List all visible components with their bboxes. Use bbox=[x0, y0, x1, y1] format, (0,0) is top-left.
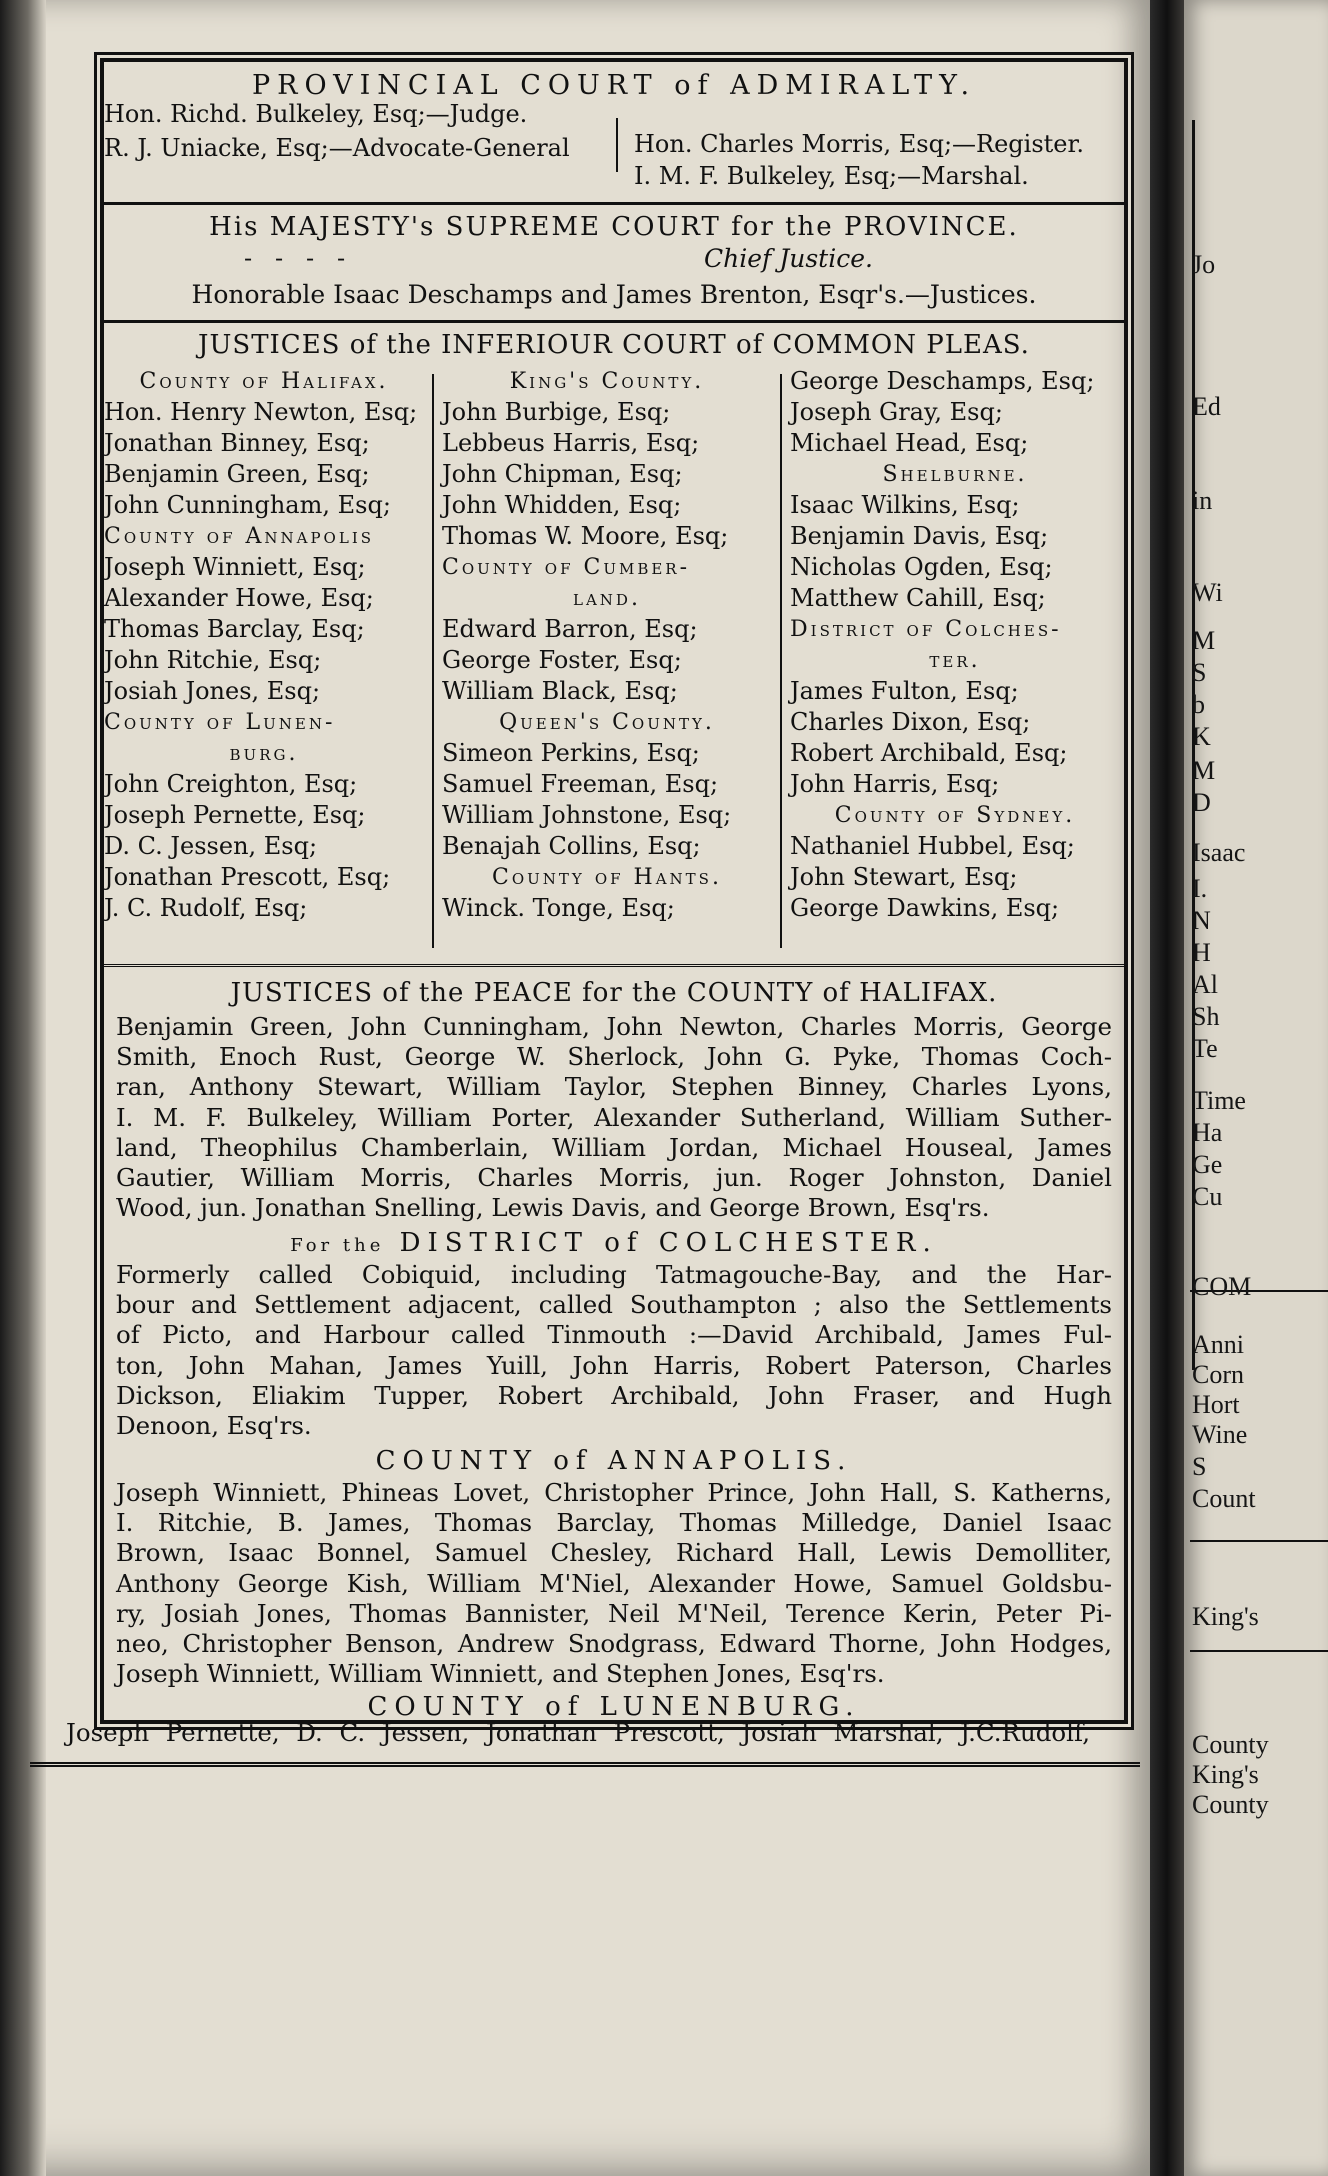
justice-name: John Stewart, Esq; bbox=[790, 863, 1018, 891]
adjacent-page-text: Cu bbox=[1192, 1182, 1223, 1211]
justice-name: Winck. Tonge, Esq; bbox=[442, 894, 675, 922]
justice-name: Charles Dixon, Esq; bbox=[790, 708, 1031, 736]
justice-name: John Whidden, Esq; bbox=[442, 491, 682, 519]
justice-name: J. C. Rudolf, Esq; bbox=[104, 894, 308, 922]
register-frame bbox=[100, 58, 1128, 1724]
text-line: Joseph Winniett, Phineas Lovet, Christopher Prince, John Hall, S. Katherns, bbox=[116, 1478, 1112, 1507]
justice-name: Benjamin Green, Esq; bbox=[104, 460, 370, 488]
chief-justice-label: Chief Justice. bbox=[704, 244, 873, 273]
justice-name: Isaac Wilkins, Esq; bbox=[790, 491, 1020, 519]
justice-name: Jonathan Prescott, Esq; bbox=[104, 863, 391, 891]
divider-rule bbox=[104, 320, 1124, 323]
county-heading: ter. bbox=[929, 648, 981, 673]
justice-name: Joseph Gray, Esq; bbox=[790, 398, 1003, 426]
adjacent-page-text: D bbox=[1192, 788, 1211, 817]
adjacent-page-text: Al bbox=[1192, 970, 1218, 999]
text-line: Joseph Pernette, D. C. Jessen, Jonathan Prescott, Josiah Marshal, J.C.Rudolf, bbox=[66, 1718, 1090, 1747]
divider-rule bbox=[104, 202, 1124, 205]
justice-name: Lebbeus Harris, Esq; bbox=[442, 429, 700, 457]
justice-name: Nicholas Ogden, Esq; bbox=[790, 553, 1053, 581]
pleas-column-3 bbox=[790, 366, 1120, 924]
adjacent-page-rule bbox=[1190, 1540, 1328, 1542]
admiralty-register: Hon. Charles Morris, Esq;—Register. bbox=[634, 130, 1084, 158]
justice-name: Edward Barron, Esq; bbox=[442, 615, 698, 643]
text-line: Benjamin Green, John Cunningham, John Newton, Charles Morris, George bbox=[116, 1012, 1112, 1041]
adjacent-page-text: M bbox=[1192, 626, 1216, 655]
county-heading: District of Colches- bbox=[790, 617, 1062, 642]
peace-title: JUSTICES of the PEACE for the COUNTY of HALIFAX. bbox=[230, 978, 998, 1008]
adjacent-page-text: Isaac bbox=[1192, 838, 1246, 867]
justice-name: Joseph Pernette, Esq; bbox=[104, 801, 366, 829]
adjacent-page-text: M bbox=[1192, 756, 1216, 785]
adjacent-page-text: Time bbox=[1192, 1086, 1246, 1115]
adjacent-page-text: N bbox=[1192, 906, 1211, 935]
justice-name: James Fulton, Esq; bbox=[790, 677, 1019, 705]
county-heading: County of Lunen- bbox=[104, 710, 336, 735]
county-heading: County of Cumber- bbox=[442, 555, 691, 580]
text-line: I. M. F. Bulkeley, William Porter, Alexander Sutherland, William Suther- bbox=[116, 1102, 1112, 1132]
justice-name: Nathaniel Hubbel, Esq; bbox=[790, 832, 1075, 860]
annapolis-heading: COUNTY of ANNAPOLIS. bbox=[375, 1446, 853, 1476]
county-heading: Queen's County. bbox=[499, 710, 715, 735]
text-line: bour and Settlement adjacent, called Southampton ; also the Settlements bbox=[116, 1290, 1112, 1320]
text-line: of Picto, and Harbour called Tinmouth :—David Archibald, James Ful- bbox=[116, 1320, 1112, 1350]
justice-name: William Johnstone, Esq; bbox=[442, 801, 732, 829]
adjacent-page-text: Ed bbox=[1192, 392, 1221, 421]
justice-name: Jonathan Binney, Esq; bbox=[104, 429, 370, 457]
county-heading: County of Sydney. bbox=[834, 803, 1076, 828]
text-line: ton, John Mahan, James Yuill, John Harris, Robert Paterson, Charles bbox=[116, 1350, 1112, 1380]
justice-name: John Harris, Esq; bbox=[790, 770, 1000, 798]
justice-name: Simeon Perkins, Esq; bbox=[442, 739, 700, 767]
justice-name: Thomas Barclay, Esq; bbox=[104, 615, 365, 643]
adjacent-page-text: Corn bbox=[1192, 1360, 1244, 1389]
bottom-rule bbox=[30, 1762, 1140, 1767]
book-gutter bbox=[1150, 0, 1184, 2176]
column-divider bbox=[780, 374, 782, 948]
admiralty-divider bbox=[616, 118, 618, 172]
admiralty-advocate: R. J. Uniacke, Esq;—Advocate-General bbox=[104, 134, 570, 162]
county-heading: land. bbox=[573, 586, 641, 611]
adjacent-page-rule bbox=[1190, 1650, 1328, 1652]
colchester-heading-prefix: For the bbox=[290, 1235, 385, 1256]
justice-name: Matthew Cahill, Esq; bbox=[790, 584, 1046, 612]
justice-name: Hon. Henry Newton, Esq; bbox=[104, 398, 418, 426]
adjacent-page-text: H bbox=[1192, 938, 1211, 967]
county-heading: County of Halifax. bbox=[139, 369, 389, 394]
adjacent-page-text: S bbox=[1192, 1452, 1207, 1481]
adjacent-page-text: Ha bbox=[1192, 1118, 1223, 1147]
admiralty-marshal: I. M. F. Bulkeley, Esq;—Marshal. bbox=[634, 162, 1029, 190]
justice-name: John Cunningham, Esq; bbox=[104, 491, 391, 519]
column-divider bbox=[432, 374, 434, 948]
justice-name: Benjamin Davis, Esq; bbox=[790, 522, 1049, 550]
justice-name: D. C. Jessen, Esq; bbox=[104, 832, 318, 860]
adjacent-page-text: Ge bbox=[1192, 1150, 1223, 1179]
adjacent-page-text: Jo bbox=[1192, 250, 1216, 279]
divider-rule bbox=[104, 964, 1124, 971]
text-line: Anthony George Kish, William M'Niel, Alexander Howe, Samuel Goldsbu- bbox=[116, 1568, 1112, 1598]
adjacent-page-text: COM bbox=[1192, 1272, 1252, 1301]
text-line: Wood, jun. Jonathan Snelling, Lewis Davis, and George Brown, Esq'rs. bbox=[116, 1193, 990, 1223]
text-line: Brown, Isaac Bonnel, Samuel Chesley, Richard Hall, Lewis Demolliter, bbox=[116, 1538, 1112, 1568]
justice-name: Michael Head, Esq; bbox=[790, 429, 1029, 457]
justice-name: John Ritchie, Esq; bbox=[104, 646, 322, 674]
text-line: Formerly called Cobiquid, including Tatmagouche-Bay, and the Har- bbox=[116, 1260, 1112, 1289]
adjacent-page-text: Wi bbox=[1192, 578, 1223, 607]
adjacent-page-text: Te bbox=[1192, 1034, 1218, 1063]
justice-name: Josiah Jones, Esq; bbox=[104, 677, 321, 705]
justice-name: George Deschamps, Esq; bbox=[790, 367, 1095, 395]
annapolis-justices bbox=[116, 1478, 1112, 1689]
adjacent-page-text: S bbox=[1192, 658, 1207, 687]
supreme-dashes: - - - - bbox=[244, 244, 346, 272]
justice-name: William Black, Esq; bbox=[442, 677, 678, 705]
justice-name: John Creighton, Esq; bbox=[104, 770, 358, 798]
adjacent-page-text: County bbox=[1192, 1790, 1269, 1819]
adjacent-page-text: Wine bbox=[1192, 1420, 1248, 1449]
adjacent-page-edge bbox=[1184, 0, 1328, 2176]
justice-name: Joseph Winniett, Esq; bbox=[104, 553, 366, 581]
county-heading: County of Annapolis bbox=[104, 524, 375, 549]
county-heading: County of Hants. bbox=[492, 865, 722, 890]
adjacent-page-text: I. bbox=[1192, 874, 1208, 903]
adjacent-page-text: b bbox=[1192, 690, 1205, 719]
justice-name: Samuel Freeman, Esq; bbox=[442, 770, 719, 798]
text-line: Gautier, William Morris, Charles Morris, jun. Roger Johnston, Daniel bbox=[116, 1163, 1112, 1193]
text-line: Smith, Enoch Rust, George W. Sherlock, John G. Pyke, Thomas Coch- bbox=[116, 1042, 1112, 1072]
text-line: land, Theophilus Chamberlain, William Jordan, Michael Houseal, James bbox=[116, 1132, 1112, 1162]
text-line: Joseph Winniett, William Winniett, and Stephen Jones, Esq'rs. bbox=[116, 1659, 885, 1689]
adjacent-page-text: County bbox=[1192, 1730, 1269, 1759]
text-line: ry, Josiah Jones, Thomas Bannister, Neil M'Neil, Terence Kerin, Peter Pi- bbox=[116, 1598, 1112, 1628]
admiralty-title: PROVINCIAL COURT of ADMIRALTY. bbox=[251, 70, 977, 101]
pleas-column-1 bbox=[104, 366, 424, 924]
justice-name: Benajah Collins, Esq; bbox=[442, 832, 701, 860]
adjacent-page-text: King's bbox=[1192, 1602, 1259, 1631]
county-heading: Shelburne. bbox=[882, 462, 1028, 487]
colchester-heading bbox=[104, 1228, 1124, 1258]
adjacent-page-text: Count bbox=[1192, 1484, 1256, 1513]
justice-name: Alexander Howe, Esq; bbox=[104, 584, 374, 612]
county-heading: burg. bbox=[229, 741, 299, 766]
admiralty-judge: Hon. Richd. Bulkeley, Esq;—Judge. bbox=[104, 100, 528, 128]
text-line: I. Ritchie, B. James, Thomas Barclay, Thomas Milledge, Daniel Isaac bbox=[116, 1508, 1112, 1538]
adjacent-page-text: K bbox=[1192, 722, 1211, 751]
pleas-columns bbox=[104, 366, 1124, 954]
justice-name: Robert Archibald, Esq; bbox=[790, 739, 1068, 767]
colchester-justices bbox=[116, 1260, 1112, 1441]
adjacent-page-text: Anni bbox=[1192, 1330, 1244, 1359]
text-line: neo, Christopher Benson, Andrew Snodgrass, Edward Thorne, John Hodges, bbox=[116, 1629, 1112, 1659]
county-heading: King's County. bbox=[509, 369, 705, 394]
justice-name: George Foster, Esq; bbox=[442, 646, 682, 674]
justice-name: Thomas W. Moore, Esq; bbox=[442, 522, 729, 550]
text-line: Denoon, Esq'rs. bbox=[116, 1411, 312, 1441]
pleas-title: JUSTICES of the INFERIOUR COURT of COMMON PLEAS. bbox=[198, 330, 1030, 360]
text-line: Dickson, Eliakim Tupper, Robert Archibald, John Fraser, and Hugh bbox=[116, 1380, 1112, 1410]
justice-name: John Burbige, Esq; bbox=[442, 398, 671, 426]
lunenburg-heading: COUNTY of LUNENBURG. bbox=[367, 1692, 861, 1722]
adjacent-page-text: Hort bbox=[1192, 1390, 1240, 1419]
supreme-title: His MAJESTY's SUPREME COURT for the PROVINCE. bbox=[209, 212, 1019, 242]
supreme-justices: Honorable Isaac Deschamps and James Brenton, Esqr's.—Justices. bbox=[191, 280, 1037, 309]
lunenburg-justices bbox=[66, 1718, 1090, 1748]
halifax-justices bbox=[116, 1012, 1112, 1223]
colchester-heading-text: DISTRICT of COLCHESTER. bbox=[399, 1228, 938, 1258]
justice-name: John Chipman, Esq; bbox=[442, 460, 683, 488]
text-line: ran, Anthony Stewart, William Taylor, Stephen Binney, Charles Lyons, bbox=[116, 1072, 1112, 1102]
adjacent-page-text: King's bbox=[1192, 1760, 1259, 1789]
pleas-column-2 bbox=[442, 366, 772, 924]
justice-name: George Dawkins, Esq; bbox=[790, 894, 1060, 922]
adjacent-page-text: Sh bbox=[1192, 1002, 1220, 1031]
adjacent-page-text: in bbox=[1192, 486, 1213, 515]
